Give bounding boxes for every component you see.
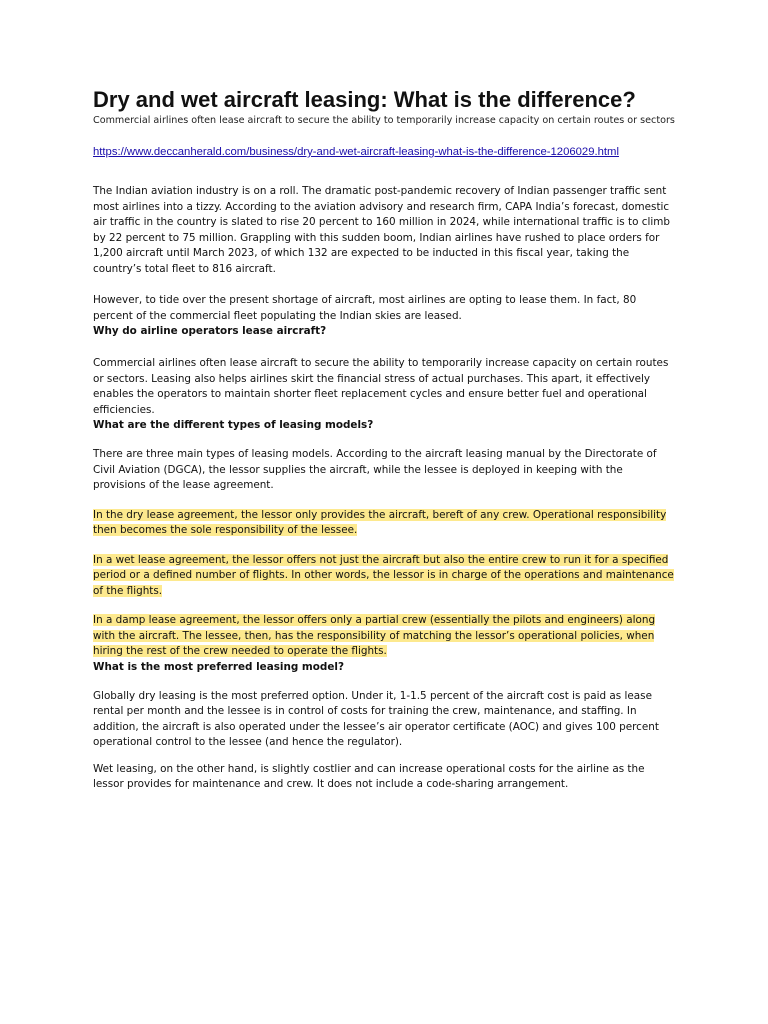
dry-lease-text: In the dry lease agreement, the lessor only provides the aircraft, bereft of any crew. Operational responsibility then becomes the sole responsibility of the lessee. [93,508,667,536]
preferred-model-paragraph: Globally dry leasing is the most preferred option. Under it, 1-1.5 percent of the aircraft cost is paid as lease rental per month and the lessee is in control of costs for training the crew, maintenance, and staffing. In addition, the aircraft is also operated under the lessee’s air operator certificate (AOC) and gives 100 percent operational control to the lessee (and hence the regulator). [93,689,659,748]
wet-lease-highlight [93,553,678,600]
why-lease-paragraph: Commercial airlines often lease aircraft to secure the ability to temporarily increase capacity on certain routes or sectors. Leasing also helps airlines skirt the financial stress of actual purchases. This apart, it effectively enables the operators to maintain shorter fleet replacement cycles and ensure better fuel and operational efficiencies. [93,357,669,416]
source-link[interactable]: https://www.deccanherald.com/business/dry-and-wet-aircraft-leasing-what-is-the-difference-1206029.html [93,146,619,158]
leasing-types-paragraph: There are three main types of leasing models. According to the aircraft leasing manual by the Directorate of Civil Aviation (DGCA), the lessor supplies the aircraft, while the lessee is deployed in keeping with the provisions of the lease agreement. [93,448,657,491]
damp-lease-text: In a damp lease agreement, the lessor offers only a partial crew (essentially the pilots and engineers) along with the aircraft. The lessee, then, has the responsibility of matching the lessor’s operational policies, when hiring the rest of the crew needed to operate the flights. [93,614,656,657]
wet-lease-text: In a wet lease agreement, the lessor offers not just the aircraft but also the entire crew to run it for a specified period or a defined number of flights. In other words, the lessor is in charge of the operations and maintenance of the flights. [93,553,674,597]
shortage-paragraph: However, to tide over the present shortage of aircraft, most airlines are opting to lease them. In fact, 80 percent of the commercial fleet populating the Indian skies are leased. [93,294,637,322]
section-heading-leasing-types: What are the different types of leasing models? [93,419,374,431]
section-heading-why-lease: Why do airline operators lease aircraft? [93,325,327,337]
damp-lease-highlight [93,613,678,660]
document-page [93,86,678,793]
article-subtitle: Commercial airlines often lease aircraft to secure the ability to temporarily increase capacity on certain routes or sectors [93,115,675,126]
intro-paragraph: The Indian aviation industry is on a roll. The dramatic post-pandemic recovery of Indian passenger traffic sent most airlines into a tizzy. According to the aviation advisory and research firm, CAPA India’s forecast, domestic air traffic in the country is slated to rise 20 percent to 160 million in 2024, while international traffic is to climb by 22 percent to 75 million. Grappling with this sudden boom, Indian airlines have rushed to place orders for 1,200 aircraft until March 2023, of which 132 are expected to be inducted in this fiscal year, taking the country’s total fleet to 816 aircraft. [93,185,670,275]
section-heading-preferred-model: What is the most preferred leasing model? [93,660,344,673]
wet-leasing-cost-paragraph: Wet leasing, on the other hand, is slightly costlier and can increase operational costs for the airline as the lessor provides for maintenance and crew. It does not include a code-sharing arrangement. [93,762,645,790]
article-title: Dry and wet aircraft leasing: What is the difference? [93,87,636,112]
dry-lease-highlight [93,508,678,539]
